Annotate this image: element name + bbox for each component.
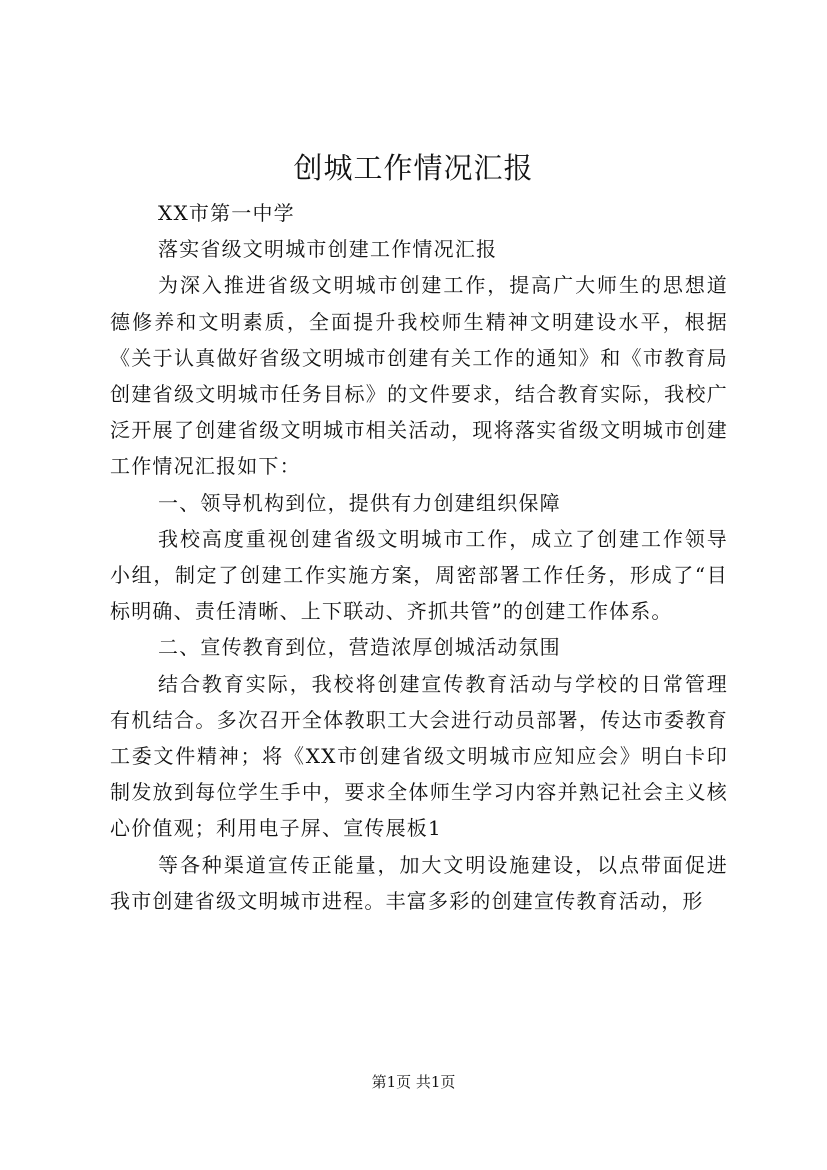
report-subtitle-line: 落实省级文明城市创建工作情况汇报 [158, 237, 498, 262]
section-heading-2: 二、宣传教育到位，营造浓厚创城活动氛围 [158, 635, 561, 660]
section-2-paragraph: 结合教育实际，我校将创建宣传教育活动与学校的日常管理有机结合。多次召开全体教职工大会进行动员部署，传达市委教育工委文件精神；将《XX市创建省级文明城市应知应会》明白卡印制发放到每位学生手中，要求全体师生学习内容并熟记社会主义核心价值观；利用电子屏、宣传展板1 [110, 671, 728, 841]
document-body [110, 195, 728, 919]
intro-paragraph: 为深入推进省级文明城市创建工作，提高广大师生的思想道德修养和文明素质，全面提升我校师生精神文明建设水平，根据《关于认真做好省级文明城市创建有关工作的通知》和《市教育局创建省级文明城市任务目标》的文件要求，结合教育实际，我校广泛开展了创建省级文明城市相关活动，现将落实省级文明城市创建工作情况汇报如下： [110, 273, 728, 479]
continuation-paragraph: 等各种渠道宣传正能量，加大文明设施建设，以点带面促进我市创建省级文明城市进程。丰富多彩的创建宣传教育活动，形 [110, 852, 728, 913]
school-name-line: XX市第一中学 [158, 201, 295, 225]
section-heading-1: 一、领导机构到位，提供有力创建组织保障 [158, 490, 561, 515]
document-title: 创城工作情况汇报 [293, 151, 534, 185]
section-1-paragraph: 我校高度重视创建省级文明城市工作，成立了创建工作领导小组，制定了创建工作实施方案，周密部署工作任务，形成了“目标明确、责任清晰、上下联动、齐抓共管”的创建工作体系。 [110, 526, 728, 624]
page-footer: 第1页 共1页 [371, 1073, 456, 1091]
